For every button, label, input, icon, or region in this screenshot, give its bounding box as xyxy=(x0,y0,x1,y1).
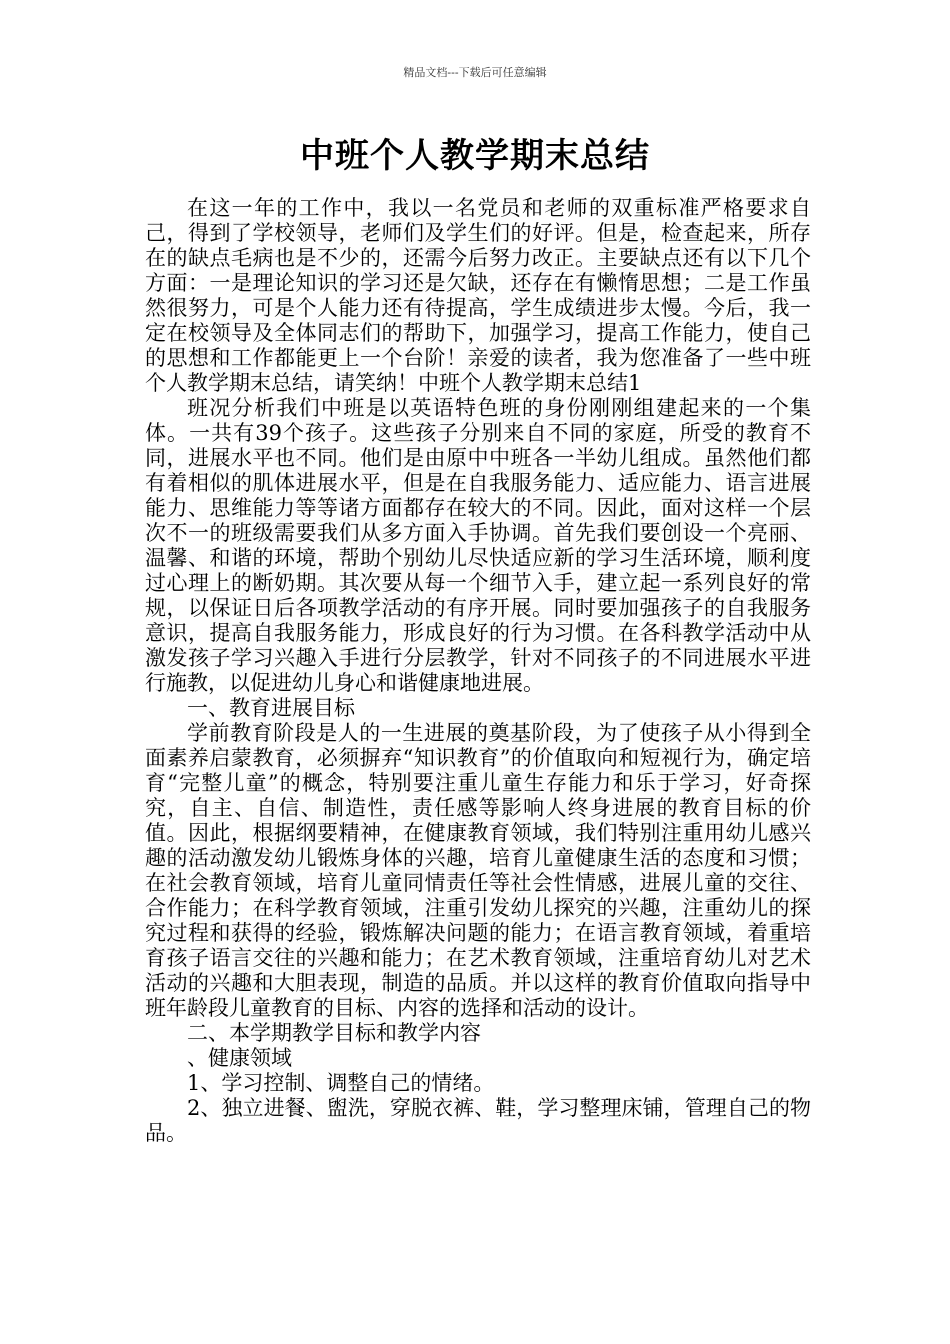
page-header: 精品文档---下载后可任意编辑 xyxy=(403,66,547,79)
paragraph: 学前教育阶段是人的一生进展的奠基阶段，为了使孩子从小得到全面素养启蒙教育，必须摒弃“知识教育”的价值取向和短视行为，确定培育“完整儿童”的概念，特别要注重儿童生存能力和乐于学习，好奇探究，自主、自信、制造性，责任感等影响人终身进展的教育目标的价值。因此，根据纲要精神，在健康教育领域，我们特别注重用幼儿感兴趣的活动激发幼儿锻炼身体的兴趣，培育儿童健康生活的态度和习惯；在社会教育领域，培育儿童同情责任等社会性情感，进展儿童的交往、合作能力；在科学教育领域，注重引发幼儿探究的兴趣，注重幼儿的探究过程和获得的经验，锻炼解决问题的能力；在语言教育领域，着重培育孩子语言交往的兴趣和能力；在艺术教育领域，注重培育幼儿对艺术活动的兴趣和大胆表现，制造的品质。并以这样的教育价值取向指导中班年龄段儿童教育的目标、内容的选择和活动的设计。 xyxy=(145,721,811,1020)
section-heading: 二、本学期教学目标和教学内容 xyxy=(187,1021,481,1045)
document-title: 中班个人教学期末总结 xyxy=(300,136,650,176)
subsection-heading: 、健康领域 xyxy=(187,1046,292,1070)
document-body xyxy=(145,196,811,1146)
paragraph: 班况分析我们中班是以英语特色班的身份刚刚组建起来的一个集体。一共有39个孩子。这些孩子分别来自不同的家庭，所受的教育不同，进展水平也不同。他们是由原中中班各一半幼儿组成。虽然他们都有着相似的肌体进展水平，但是在自我服务能力、适应能力、语言进展能力、思维能力等等诸方面都存在较大的不同。因此，面对这样一个层次不一的班级需要我们从多方面入手协调。首先我们要创设一个亮丽、温馨、和谐的环境，帮助个别幼儿尽快适应新的学习生活环境，顺利度过心理上的断奶期。其次要从每一个细节入手，建立起一系列良好的常规，以保证日后各项教学活动的有序开展。同时要加强孩子的自我服务意识，提高自我服务能力，形成良好的行为习惯。在各科教学活动中从激发孩子学习兴趣入手进行分层教学，针对不同孩子的不同进展水平进行施教，以促进幼儿身心和谐健康地进展。 xyxy=(145,396,811,695)
list-item: 1、学习控制、调整自己的情绪。 xyxy=(187,1071,495,1095)
list-item: 2、独立进餐、盥洗，穿脱衣裤、鞋，学习整理床铺，管理自己的物品。 xyxy=(145,1096,811,1145)
section-heading: 一、教育进展目标 xyxy=(187,696,355,720)
paragraph: 在这一年的工作中，我以一名党员和老师的双重标准严格要求自己，得到了学校领导，老师们及学生们的好评。但是，检查起来，所存在的缺点毛病也是不少的，还需今后努力改正。主要缺点还有以下几个方面：一是理论知识的学习还是欠缺，还存在有懒惰思想；二是工作虽然很努力，可是个人能力还有待提高，学生成绩进步太慢。今后，我一定在校领导及全体同志们的帮助下，加强学习，提高工作能力，使自己的思想和工作都能更上一个台阶！亲爱的读者，我为您准备了一些中班个人教学期末总结，请笑纳！中班个人教学期末总结1 xyxy=(145,196,811,395)
